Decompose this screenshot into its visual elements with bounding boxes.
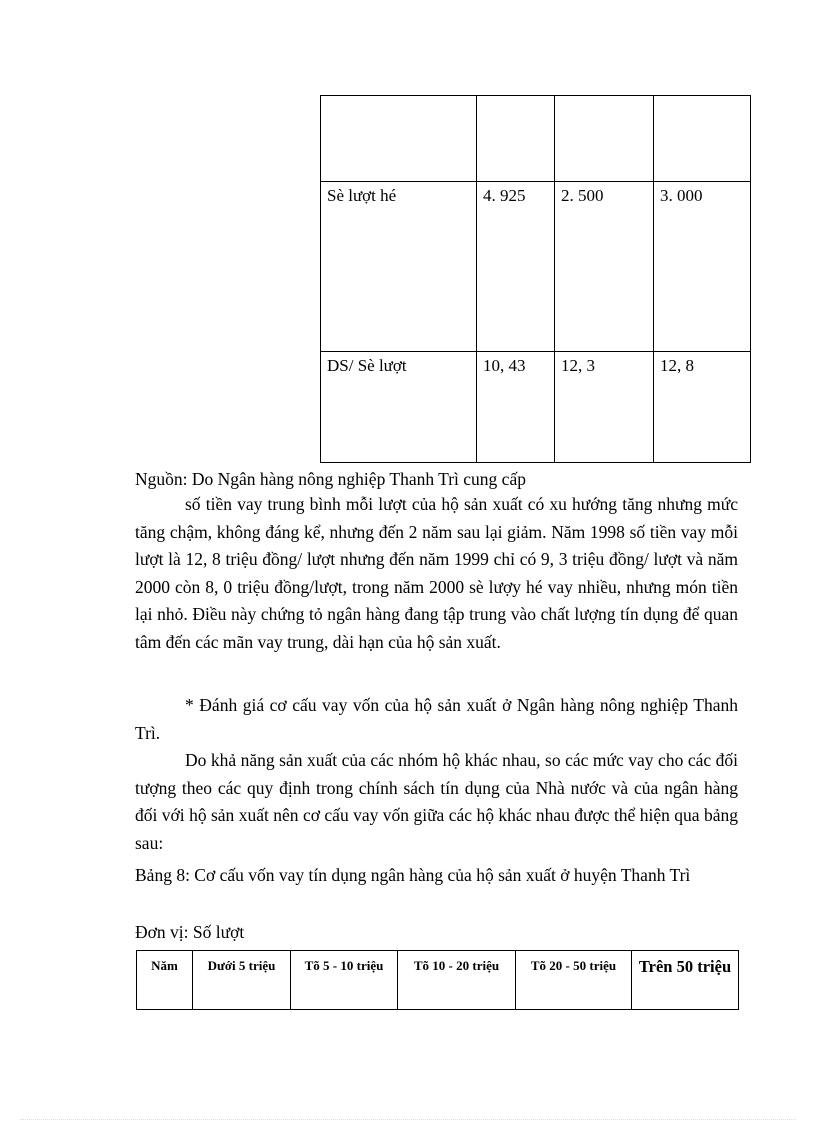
table-cell: 4. 925 [477, 182, 555, 352]
page-footer-divider [20, 1119, 796, 1120]
table-cell: 12, 3 [555, 352, 654, 463]
table-cell: 12, 8 [654, 352, 751, 463]
row-label-cell: DS/ Sè lượt [321, 352, 477, 463]
column-header: Tõ 20 - 50 triệu [516, 951, 632, 1010]
column-header: Trên 50 triệu [632, 951, 739, 1010]
table-caption: Bảng 8: Cơ cấu vốn vay tín dụng ngân hàng của hộ sản xuất ở huyện Thanh Trì [135, 865, 691, 885]
table-cell: 2. 500 [555, 182, 654, 352]
column-header: Tõ 10 - 20 triệu [398, 951, 516, 1010]
source-note: Nguồn: Do Ngân hàng nông nghiệp Thanh Trì cung cấp [135, 469, 526, 489]
unit-note: Đơn vị: Số lượt [135, 922, 245, 942]
table-cell [321, 96, 477, 182]
table-cell: 10, 43 [477, 352, 555, 463]
table-row [321, 182, 751, 352]
table-header-row [137, 951, 739, 1010]
table-row [321, 96, 751, 182]
column-header: Năm [137, 951, 193, 1010]
table-row [321, 352, 751, 463]
column-header: Tõ 5 - 10 triệu [291, 951, 398, 1010]
structure-table [136, 950, 739, 1010]
column-header: Dưới 5 triệu [193, 951, 291, 1010]
continued-data-table [320, 95, 751, 463]
bullet-paragraph: * Đánh giá cơ cấu vay vốn của hộ sản xuất ở Ngân hàng nông nghiệp Thanh Trì. [135, 695, 738, 743]
table-cell [654, 96, 751, 182]
row-label-cell: Sè lượt hé [321, 182, 477, 352]
table-cell [555, 96, 654, 182]
table-cell: 3. 000 [654, 182, 751, 352]
body-paragraph: số tiền vay trung bình mỗi lượt của hộ sản xuất có xu hướng tăng nhưng mức tăng chậm, không đáng kể, nhưng đến 2 năm sau lại giảm. Năm 1998 số tiền vay mỗi lượt là 12, 8 triệu đồng/ lượt nhưng đến năm 1999 chỉ có 9, 3 triệu đồng/ lượt và năm 2000 còn 8, 0 triệu đồng/lượt, trong năm 2000 sè lượy hé vay nhiều, nhưng món tiền lại nhỏ. Điều này chứng tỏ ngân hàng đang tập trung vào chất lượng tín dụng để quan tâm đến các mãn vay trung, dài hạn của hộ sản xuất. [135, 494, 738, 652]
body-paragraph: Do khả năng sản xuất của các nhóm hộ khác nhau, so các mức vay cho các đối tượng theo các quy định trong chính sách tín dụng của Nhà nước và của ngân hàng đối với hộ sản xuất nên cơ cấu vay vốn giữa các hộ khác nhau được thể hiện qua bảng sau: [135, 750, 738, 853]
table-cell [477, 96, 555, 182]
